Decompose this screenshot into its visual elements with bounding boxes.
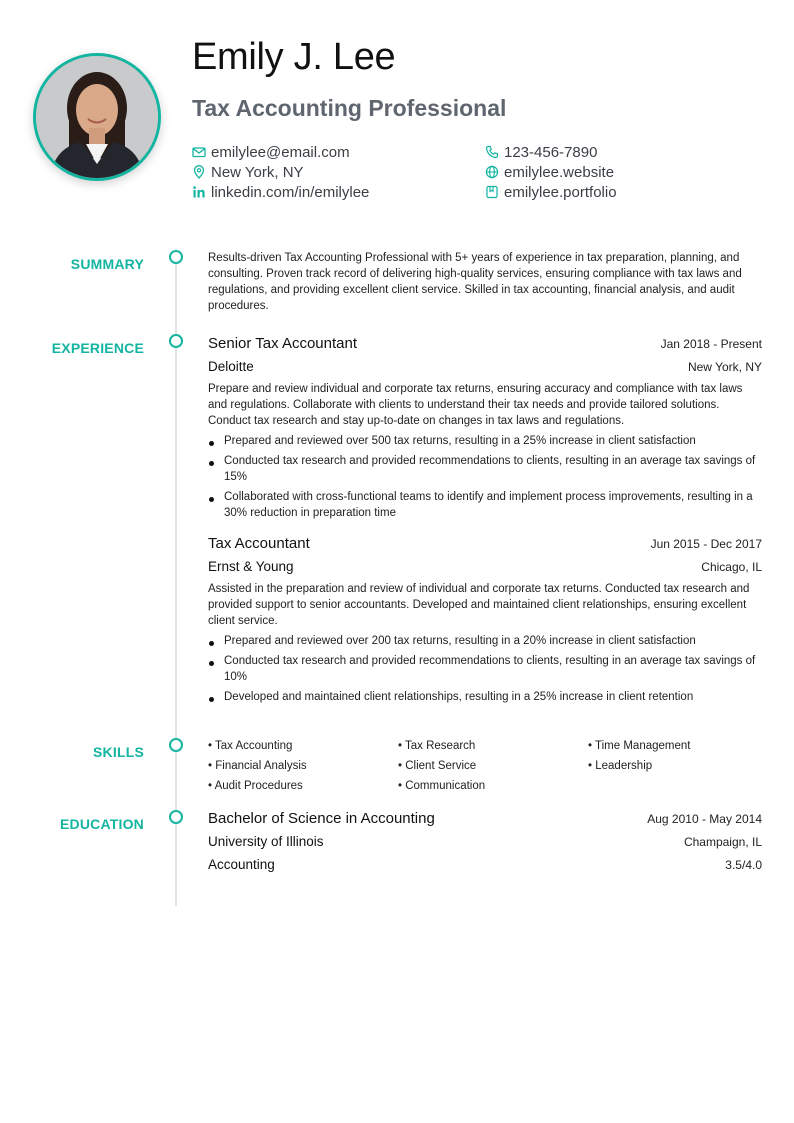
skill-item: • Client Service [398, 758, 588, 774]
gpa: 3.5/4.0 [725, 858, 762, 872]
linkedin-text: linkedin.com/in/emilylee [211, 183, 370, 201]
education-section [208, 810, 762, 879]
job-description: Prepare and review individual and corporate tax returns, ensuring accuracy and compliance with tax laws and regulations. Collaborate with clients to understand their tax needs and provide tailored solutions. Conduct tax research and stay up-to-date on changes in tax laws and regulations. [208, 383, 743, 427]
summary-text: Results-driven Tax Accounting Professional with 5+ years of experience in tax preparation, planning, and consulting. Proven track record of delivering high-quality services, ensuring compliance with tax laws and regulations, and providing excellent client service. Skilled in tax accounting, financial analysis, and audit procedures. [208, 252, 742, 312]
timeline-dot-summary [169, 250, 183, 264]
experience-section [208, 335, 762, 709]
achievement-item: Conducted tax research and provided recommendations to clients, resulting in an average tax savings of 15% [208, 453, 762, 485]
skill-item: • Communication [398, 778, 588, 794]
timeline-dot-education [169, 810, 183, 824]
school-name: University of Illinois [208, 834, 324, 849]
location-text: New York, NY [211, 163, 304, 181]
portfolio-text: emilylee.portfolio [504, 183, 617, 201]
school-location: Champaign, IL [683, 835, 762, 849]
job-location: Chicago, IL [701, 560, 762, 574]
globe-icon [485, 165, 499, 179]
email-text: emilylee@email.com [211, 143, 350, 161]
job-entry [208, 335, 762, 521]
achievement-item: Conducted tax research and provided recommendations to clients, resulting in an average tax savings of 10% [208, 653, 762, 685]
phone-icon [485, 145, 499, 159]
profile-photo [33, 53, 161, 181]
map-pin-icon [192, 165, 206, 179]
skill-item: • Time Management [588, 738, 762, 754]
education-dates: Aug 2010 - May 2014 [647, 812, 762, 826]
major: Accounting [208, 857, 275, 872]
timeline-line [175, 256, 177, 906]
timeline-dot-experience [169, 334, 183, 348]
achievement-item: Developed and maintained client relationships, resulting in a 25% increase in client retention [208, 689, 762, 705]
portfolio-icon [485, 185, 499, 199]
job-achievements [208, 433, 762, 521]
skill-item: • Financial Analysis [208, 758, 398, 774]
achievement-item: Collaborated with cross-functional teams to identify and implement process improvements, resulting in a 30% reduction in preparation time [208, 489, 762, 521]
skills-list [208, 738, 762, 794]
job-company: Deloitte [208, 359, 254, 374]
phone-text: 123-456-7890 [504, 143, 598, 161]
degree-title: Bachelor of Science in Accounting [208, 810, 435, 827]
skill-item: • Tax Accounting [208, 738, 398, 754]
job-achievements [208, 633, 762, 705]
timeline-dot-skills [169, 738, 183, 752]
candidate-title: Tax Accounting Professional [192, 95, 507, 121]
contact-website[interactable] [485, 162, 614, 182]
linkedin-icon [192, 185, 206, 199]
website-text: emilylee.website [504, 163, 615, 181]
section-label-summary: SUMMARY [70, 256, 144, 272]
contact-location [192, 162, 304, 182]
achievement-item: Prepared and reviewed over 500 tax returns, resulting in a 25% increase in client satisfaction [208, 433, 762, 449]
job-title: Senior Tax Accountant [208, 335, 357, 352]
job-company: Ernst & Young [208, 559, 294, 574]
skill-item: • Tax Research [398, 738, 588, 754]
job-entry [208, 535, 762, 705]
section-label-skills: SKILLS [93, 744, 144, 760]
job-description: Assisted in the preparation and review of individual and corporate tax returns. Conducted tax research and provided support to senior accountants. Developed and maintained client relationships, ensuring excellent client service. [208, 583, 750, 627]
job-title: Tax Accountant [208, 535, 310, 552]
job-dates: Jan 2018 - Present [660, 337, 762, 351]
contact-phone[interactable] [485, 142, 597, 162]
skill-item: • Leadership [588, 758, 762, 774]
candidate-name: Emily J. Lee [192, 36, 396, 78]
summary-section [208, 250, 762, 314]
skill-item: • Audit Procedures [208, 778, 398, 794]
skills-section [208, 738, 762, 794]
job-dates: Jun 2015 - Dec 2017 [650, 537, 762, 551]
section-label-education: EDUCATION [60, 816, 144, 832]
contact-email[interactable] [192, 142, 350, 162]
section-label-experience: EXPERIENCE [51, 340, 144, 356]
contact-linkedin[interactable] [192, 182, 369, 202]
job-location: New York, NY [687, 360, 762, 374]
contact-portfolio[interactable] [485, 182, 617, 202]
achievement-item: Prepared and reviewed over 200 tax returns, resulting in a 20% increase in client satisfaction [208, 633, 762, 649]
mail-icon [192, 145, 206, 159]
